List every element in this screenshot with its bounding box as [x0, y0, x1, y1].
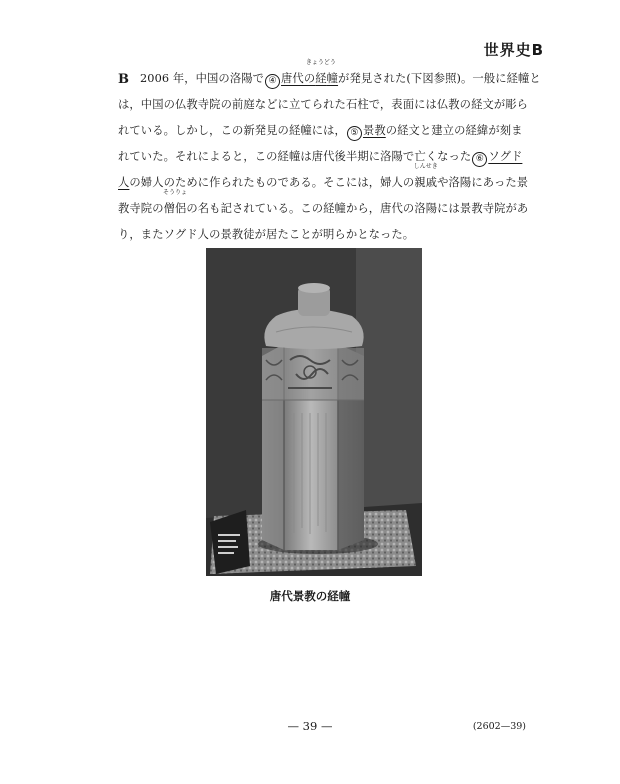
- ruby-base-2: 幢: [326, 72, 339, 85]
- underlined-term-6-cont: 人: [118, 176, 130, 189]
- text-span: が発見された(下図参照)。一般に経幢と: [338, 72, 541, 85]
- ruby-base: 親戚: [414, 176, 438, 189]
- text-span: や洛陽にあった景: [437, 176, 529, 189]
- text-span: れている。しかし，この新発見の経幢には，: [118, 124, 346, 137]
- ruby-term-kyodo: [305, 59, 336, 92]
- ruby-base-1: 経: [315, 72, 327, 85]
- pillar-illustration: [206, 248, 422, 576]
- text-span: の経文と建立の経緯が刻ま: [385, 124, 523, 137]
- page-code: (2602—39): [472, 721, 526, 732]
- text-span: 教寺院の: [118, 202, 164, 215]
- ruby-term-soryo: [162, 189, 187, 222]
- text-span: れていた。それによると，この経幢は唐代後半期に洛陽で亡くなった: [118, 150, 472, 163]
- underlined-term-4: 唐代の: [281, 72, 316, 85]
- ruby-base: 僧侶: [163, 202, 187, 215]
- passage-line: [118, 144, 523, 170]
- text-span: の婦人のために作られたものである。そこには，婦人の: [129, 176, 415, 189]
- underline-marker-4: ④: [265, 74, 280, 89]
- text-span: の名も記されている。この経幢から，唐代の洛陽には景教寺院があ: [186, 202, 529, 215]
- text-span: 2006 年，中国の洛陽で: [140, 72, 265, 85]
- underlined-term-6: ソグド: [488, 150, 523, 163]
- ruby-reading: しんせき: [413, 163, 438, 170]
- underline-marker-5: ⑤: [347, 126, 362, 141]
- ruby-reading: きょうどう: [305, 59, 336, 66]
- underlined-term-5: 景教: [362, 124, 386, 137]
- page-number: — 39 —: [287, 719, 333, 733]
- passage-line: [118, 118, 523, 144]
- figure-caption: 唐代景教の経幢: [269, 589, 351, 603]
- passage-line: [140, 59, 541, 92]
- section-label: B: [118, 72, 129, 87]
- passage-line: [118, 189, 529, 222]
- ruby-reading: そうりょ: [162, 189, 187, 196]
- stone-pillar-photo: [206, 248, 422, 576]
- subject-header: 世界史B: [483, 41, 544, 59]
- ruby-term-shinseki: [413, 163, 438, 196]
- underline-marker-6: ⑥: [472, 152, 487, 167]
- passage-line: り，またソグド人の景教徒が居たことが明らかとなった。: [118, 228, 415, 241]
- passage-line: は，中国の仏教寺院の前庭などに立てられた石柱で，表面には仏教の経文が彫ら: [118, 98, 529, 111]
